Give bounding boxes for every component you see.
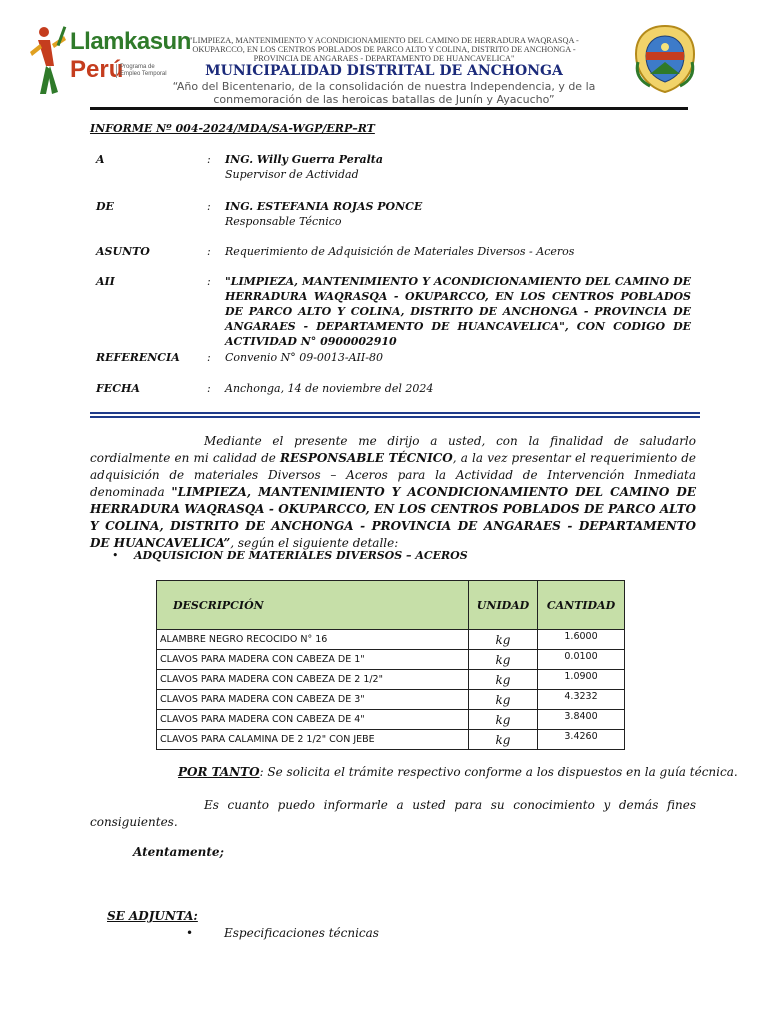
to-block: [225, 152, 383, 182]
date-colon: :: [207, 382, 211, 395]
subject-label: ASUNTO: [96, 245, 150, 258]
attachments-label: SE ADJUNTA:: [107, 909, 198, 923]
cell-quantity: 4.3232: [538, 690, 625, 710]
memo-divider-2: [90, 416, 700, 418]
body-p1-c: , a la vez presentar el requerimiento de adquisición de materiales Diversos – Aceros para la Actividad de Intervención Inmediata denominada: [90, 451, 697, 499]
to-label: A: [96, 153, 105, 166]
referencia-label: REFERENCIA: [96, 351, 180, 364]
table-row: [157, 710, 625, 730]
cell-unit: kg: [469, 650, 538, 670]
por-tanto-line: [178, 765, 738, 779]
table-row: [157, 630, 625, 650]
cell-description: CLAVOS PARA MADERA CON CABEZA DE 3": [157, 690, 469, 710]
municipal-seal-icon: [632, 22, 698, 94]
col-header-quantity: CANTIDAD: [538, 581, 625, 630]
to-name: ING. Willy Guerra Peralta: [225, 153, 384, 166]
aii-colon: :: [207, 275, 211, 288]
table-row: [157, 650, 625, 670]
cell-quantity: 3.4260: [538, 730, 625, 750]
subject-colon: :: [207, 245, 211, 258]
logo-figure-icon: [30, 26, 66, 94]
subject-value: Requerimiento de Adquisición de Materiales Diversos - Aceros: [225, 245, 575, 258]
municipality-title: MUNICIPALIDAD DISTRITAL DE ANCHONGA: [205, 63, 563, 79]
table-header-row: [157, 581, 625, 630]
cell-description: ALAMBRE NEGRO RECOCIDO N° 16: [157, 630, 469, 650]
section-heading: ADQUISICION DE MATERIALES DIVERSOS – ACEROS: [134, 549, 468, 562]
aii-value: "LIMPIEZA, MANTENIMIENTO Y ACONDICIONAMIENTO DEL CAMINO DE HERRADURA WAQRASQA - OKUPARCCO, EN LOS CENTROS POBLADOS DE PARCO ALTO Y COLINA, DISTRITO DE ANCHONGA - PROVINCIA DE ANGARAES - DEPARTAMENTO DE HUANCAVELICA", CON CODIGO DE ACTIVIDAD N° 0900002910: [225, 275, 691, 348]
from-role: Responsable Técnico: [225, 215, 342, 228]
logo-text-llamkasun: Llamkasun: [70, 28, 191, 55]
cell-description: CLAVOS PARA MADERA CON CABEZA DE 1": [157, 650, 469, 670]
date-label: FECHA: [96, 382, 140, 395]
cell-unit: kg: [469, 670, 538, 690]
table-row: [157, 730, 625, 750]
cell-unit: kg: [469, 690, 538, 710]
from-label: DE: [96, 200, 114, 213]
por-tanto-label: POR TANTO: [178, 765, 260, 779]
date-value: Anchonga, 14 de noviembre del 2024: [225, 382, 434, 395]
cell-unit: kg: [469, 710, 538, 730]
to-colon: :: [207, 153, 211, 166]
por-tanto-text: : Se solicita el trámite respectivo conforme a los dispuestos en la guía técnica.: [259, 765, 738, 779]
col-header-description: DESCRIPCIÓN: [157, 581, 469, 630]
cell-unit: kg: [469, 630, 538, 650]
report-reference: INFORME Nº 004-2024/MDA/SA-WGP/ERP–RT: [90, 122, 375, 135]
cell-description: CLAVOS PARA MADERA CON CABEZA DE 2 1/2": [157, 670, 469, 690]
from-block: [225, 199, 422, 229]
to-role: Supervisor de Actividad: [225, 168, 359, 181]
body-paragraph: [90, 433, 696, 552]
from-colon: :: [207, 200, 211, 213]
project-title-header: "LIMPIEZA, MANTENIMIENTO Y ACONDICIONAMIENTO DEL CAMINO DE HERRADURA WAQRASQA - OKUPARCCO, EN LOS CENTROS POBLADOS DE PARCO ALTO Y COLINA, DISTRITO DE ANCHONGA - PROVINCIA DE ANGARAES - DEPARTAMENTO DE HUANCAVELICA": [189, 36, 579, 63]
attachment-item: Especificaciones técnicas: [224, 926, 379, 940]
from-name: ING. ESTEFANIA ROJAS PONCE: [225, 200, 423, 213]
year-motto: “Año del Bicentenario, de la consolidación de nuestra Independencia, y de la conmemoración de las heroicas batallas de Junín y Ayacucho”: [172, 80, 596, 106]
table-row: [157, 690, 625, 710]
logo-subtitle: Programa de Empleo Temporal: [116, 64, 168, 78]
logo-text-peru: Perú: [70, 56, 124, 83]
header-divider: [90, 107, 688, 110]
cell-quantity: 1.6000: [538, 630, 625, 650]
attachment-bullet-icon: •: [186, 926, 194, 940]
cell-description: CLAVOS PARA MADERA CON CABEZA DE 4": [157, 710, 469, 730]
aii-label: AII: [96, 275, 115, 288]
cell-quantity: 1.0900: [538, 670, 625, 690]
table-row: [157, 670, 625, 690]
memo-divider-1: [90, 412, 700, 414]
cell-unit: kg: [469, 730, 538, 750]
regards: Atentamente;: [133, 845, 224, 859]
col-header-unit: UNIDAD: [469, 581, 538, 630]
body-p1-role: RESPONSABLE TÉCNICO: [280, 451, 453, 465]
body-p1-project: "LIMPIEZA, MANTENIMIENTO Y ACONDICIONAMIENTO DEL CAMINO DE HERRADURA WAQRASQA - OKUPARCCO, EN LOS CENTROS POBLADOS DE PARCO ALTO Y COLINA, DISTRITO DE ANCHONGA - PROVINCIA DE ANGARAES - DEPARTAMENTO DE HUANCAVELICA”: [90, 485, 696, 550]
cell-description: CLAVOS PARA CALAMINA DE 2 1/2" CON JEBE: [157, 730, 469, 750]
cell-quantity: 0.0100: [538, 650, 625, 670]
referencia-value: Convenio N° 09-0013-AII-80: [225, 351, 383, 364]
body-p1-e: , según el siguiente detalle:: [230, 536, 399, 550]
cell-quantity: 3.8400: [538, 710, 625, 730]
body-p1-a: Mediante el presente me dirijo a usted, con la finalidad de saludarlo cordialmente en mi calidad de: [90, 434, 696, 465]
closing-paragraph: Es cuanto puedo informarle a usted para su conocimiento y demás fines consiguientes.: [90, 798, 696, 829]
referencia-colon: :: [207, 351, 211, 364]
bullet-icon: •: [112, 549, 119, 562]
materials-table: [156, 580, 625, 750]
